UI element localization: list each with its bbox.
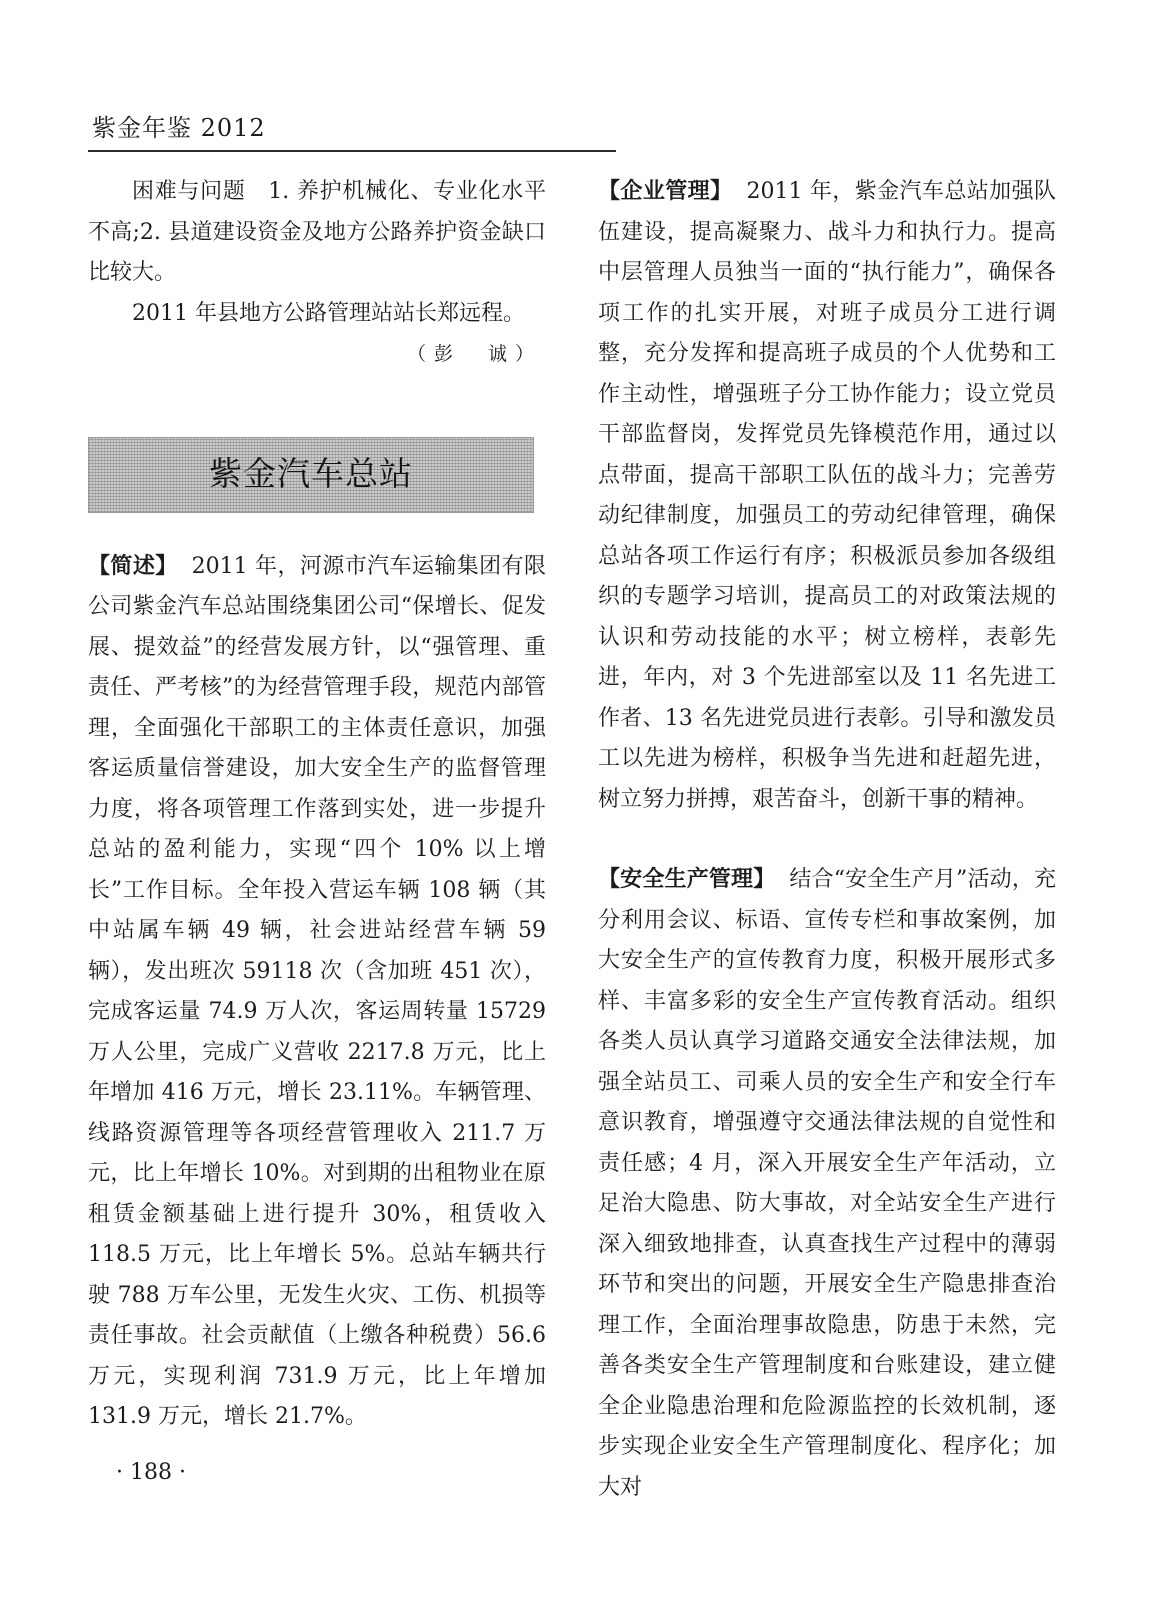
section-banner: [88, 437, 534, 513]
safety-label: 【安全生产管理】: [598, 867, 776, 892]
left-column: [88, 172, 546, 1438]
enterprise-text: 2011 年，紫金汽车总站加强队伍建设，提高凝聚力、战斗力和执行力。提高中层管理人员独当一面的“执行能力”，确保各项工作的扎实开展，对班子成员分工进行调整，充分发挥和提高班子成员的个人优势和工作主动性，增强班子分工协作能力；设立党员干部监督岗，发挥党员先锋模范作用，通过以点带面，提高干部职工队伍的战斗力；完善劳动纪律制度，加强员工的劳动纪律管理，确保总站各项工作运行有序；积极派员参加各级组织的专题学习培训，提高员工的对政策法规的认识和劳动技能的水平；树立榜样，表彰先进，年内，对 3 个先进部室以及 11 名先进工作者、13 名先进党员进行表彰。引导和激发员工以先进为榜样，积极争当先进和赶超先进，树立努力拼搏，艰苦奋斗，创新干事的精神。: [598, 179, 1056, 812]
header-rule: [88, 150, 616, 152]
paragraph-gap: [598, 820, 1056, 860]
running-title: 紫金年鉴 2012: [92, 114, 266, 142]
signature: （彭 诚）: [406, 343, 542, 365]
page-number: · 188 ·: [116, 1460, 186, 1485]
safety-text: 结合“安全生产月”活动，充分利用会议、标语、宣传专栏和事故案例，加大安全生产的宣传教育力度，积极开展形式多样、丰富多彩的安全生产宣传教育活动。组织各类人员认真学习道路交通安全法律法规，加强全站员工、司乘人员的安全生产和安全行车意识教育，增强遵守交通法律法规的自觉性和责任感；4 月，深入开展安全生产年活动，立足治大隐患、防大事故，对全站安全生产进行深入细致地排查，认真查找生产过程中的薄弱环节和突出的问题，开展安全生产隐患排查治理工作，全面治理事故隐患，防患于未然，完善各类安全生产管理制度和台账建设，建立健全企业隐患治理和危险源监控的长效机制，逐步实现企业安全生产管理制度化、程序化；加大对: [598, 867, 1056, 1500]
overview-paragraph: [88, 547, 546, 1438]
overview-text: 2011 年，河源市汽车运输集团有限公司紫金汽车总站围绕集团公司“保增长、促发展、提效益”的经营发展方针，以“强管理、重责任、严考核”的为经营管理手段，规范内部管理，全面强化干部职工的主体责任意识，加强客运质量信誉建设，加大安全生产的监督管理力度，将各项管理工作落到实处，进一步提升总站的盈利能力，实现“四个 10% 以上增长”工作目标。全年投入营运车辆 108 辆（其中站属车辆 49 辆，社会进站经营车辆 59 辆），发出班次 59118 次（含加班 451 次），完成客运量 74.9 万人次，客运周转量 15729 万人公里，完成广义营收 2217.8 万元，比上年增加 416 万元，增长 23.11%。车辆管理、线路资源管理等各项经营管理收入 211.7 万元，比上年增长 10%。对到期的出租物业在原租赁金额基础上进行提升 30%，租赁收入 118.5 万元，比上年增长 5%。总站车辆共行驶 788 万车公里，无发生火灾、工伤、机损等责任事故。社会贡献值（上缴各种税费）56.6 万元，实现利润 731.9 万元，比上年增加 131.9 万元，增长 21.7%。: [88, 553, 546, 1429]
safety-paragraph: [598, 860, 1056, 1508]
overview-label: 【简述】: [88, 553, 178, 579]
section-title: 紫金汽车总站: [209, 454, 413, 494]
enterprise-label: 【企业管理】: [598, 179, 733, 204]
enterprise-paragraph: [598, 172, 1056, 820]
director-paragraph: 2011 年县地方公路管理站站长郑远程。: [132, 300, 525, 326]
difficulties-paragraph: 困难与问题 1. 养护机械化、专业化水平不高;2. 县道建设资金及地方公路养护资金缺口比较大。: [88, 179, 546, 285]
right-column: [598, 172, 1056, 1508]
